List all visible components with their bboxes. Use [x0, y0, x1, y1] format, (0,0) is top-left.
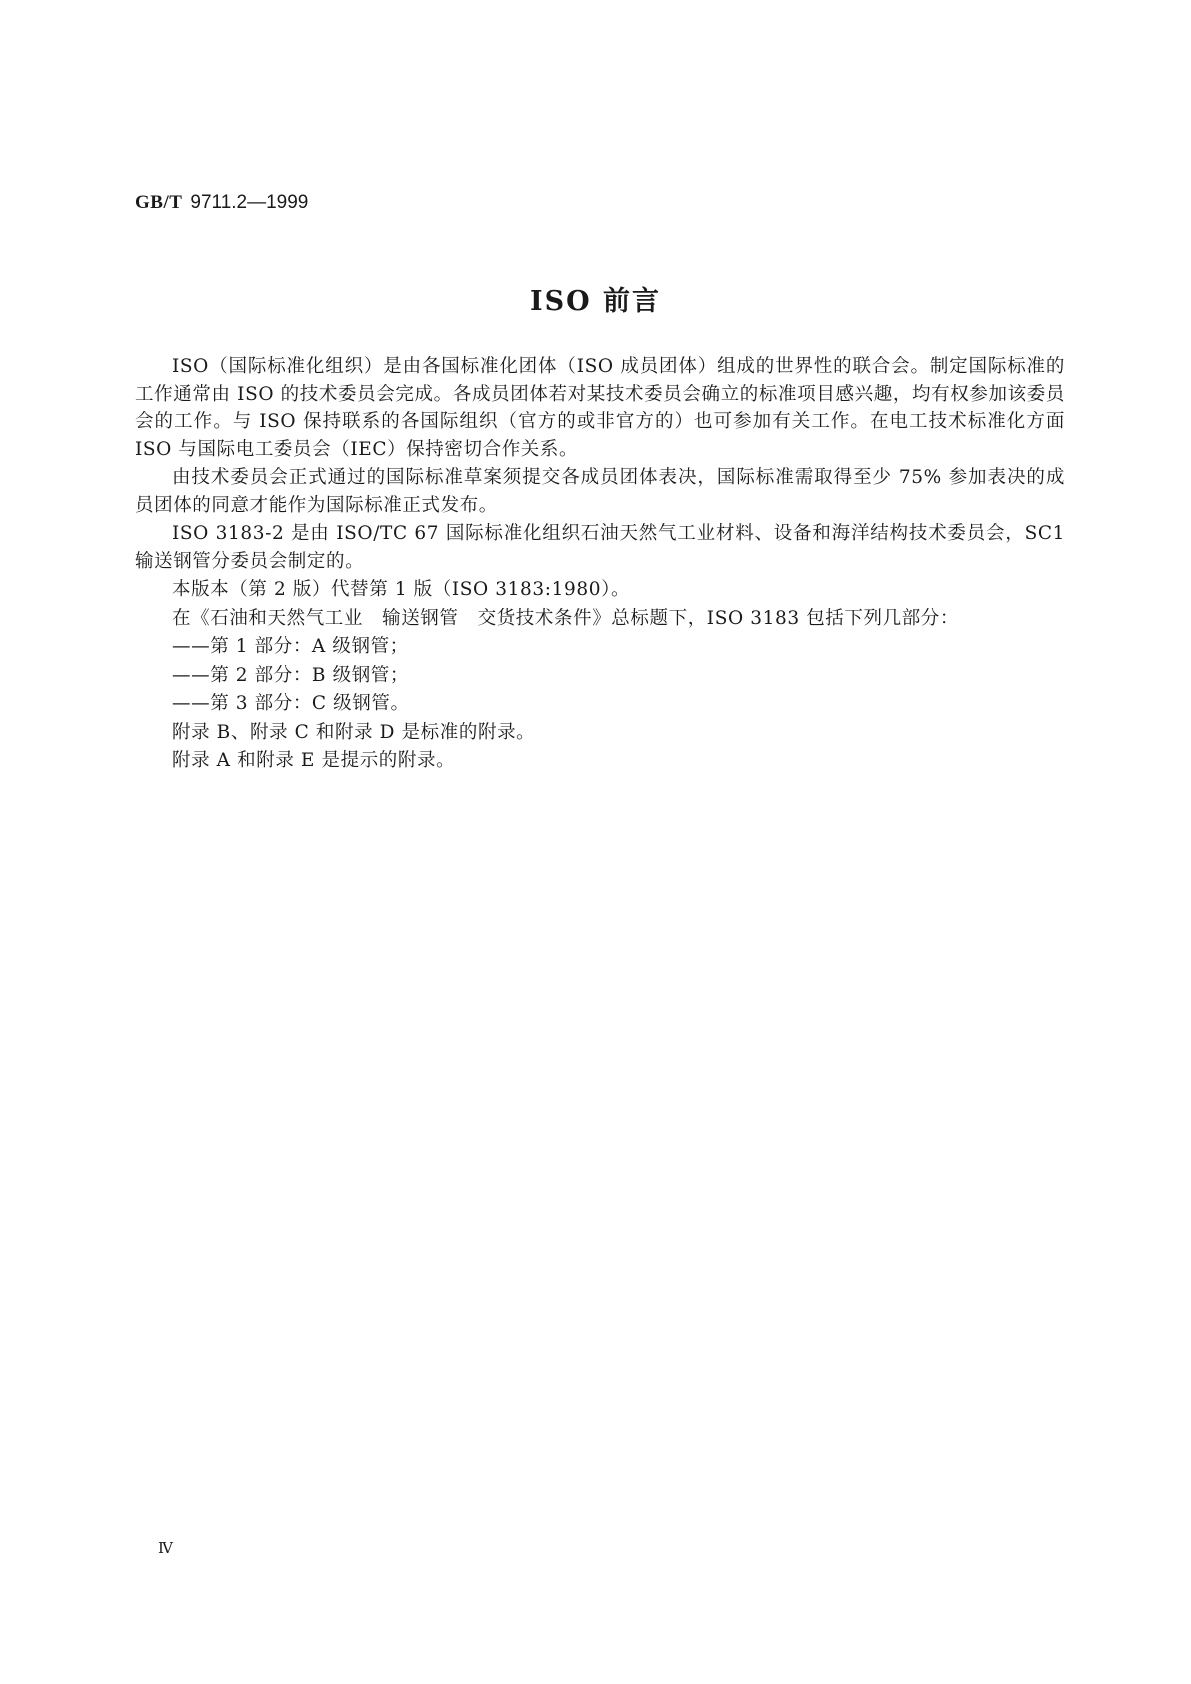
paragraph-voting: 由技术委员会正式通过的国际标准草案须提交各成员团体表决，国际标准需取得至少 75% 参加表决的成员团体的同意才能作为国际标准正式发布。 [135, 467, 1065, 516]
standard-number [135, 190, 308, 215]
paragraph-iso-intro: ISO（国际标准化组织）是由各国标准化团体（ISO 成员团体）组成的世界性的联合会。制定国际标准的工作通常由 ISO 的技术委员会完成。各成员团体若对某技术委员会确立的标准项目感兴趣，均有权参加该委员会的工作。与 ISO 保持联系的各国际组织（官方的或非官方的）也可参加有关工作。在电工技术标准化方面 ISO 与国际电工委员会（IEC）保持密切合作关系。 [135, 356, 1065, 460]
body-text [135, 353, 1065, 775]
paragraph-normative-annexes: 附录 B、附录 C 和附录 D 是标准的附录。 [172, 721, 536, 743]
page-number: Ⅳ [158, 1541, 173, 1557]
standard-prefix: GB/T [135, 192, 183, 213]
paragraph-informative-annexes: 附录 A 和附录 E 是提示的附录。 [172, 750, 456, 771]
paragraph-edition: 本版本（第 2 版）代替第 1 版（ISO 3183:1980）。 [172, 579, 631, 600]
list-item-part-3: ——第 3 部分：C 级钢管。 [172, 693, 410, 714]
paragraph-committee: ISO 3183-2 是由 ISO/TC 67 国际标准化组织石油天然气工业材料、设备和海洋结构技术委员会，SC1 输送钢管分委员会制定的。 [135, 523, 1065, 572]
list-item-part-2: ——第 2 部分：B 级钢管； [172, 664, 410, 686]
paragraph-parts-intro: 在《石油和天然气工业 输送钢管 交货技术条件》总标题下，ISO 3183 包括下列几部分： [172, 607, 959, 629]
list-item-part-1: ——第 1 部分：A 级钢管； [172, 636, 409, 657]
standard-code: 9711.2—1999 [190, 192, 309, 213]
page-title: ISO 前言 [529, 286, 662, 317]
